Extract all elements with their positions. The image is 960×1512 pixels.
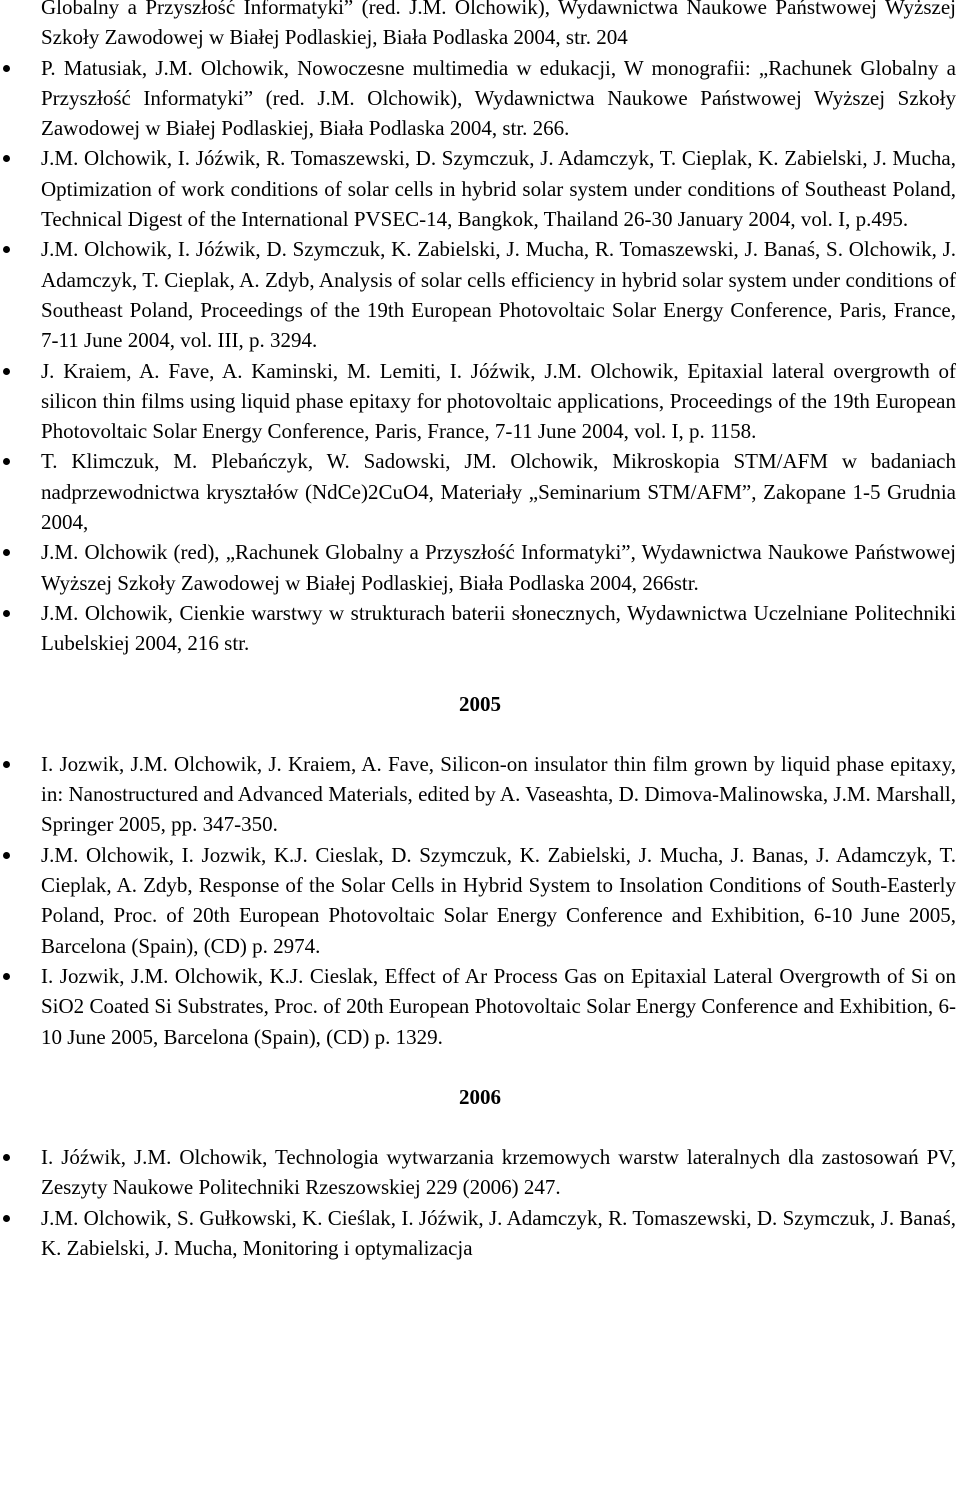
reference-entry	[0, 749, 960, 840]
continued-reference: Globalny a Przyszłość Informatyki” (red. J.M. Olchowik), Wydawnictwa Naukowe Państwowej Wyższej Szkoły Zawodowej w Białej Podlaskiej, Biała Podlaska 2004, str. 204	[41, 0, 956, 50]
reference-text: J.M. Olchowik, S. Gułkowski, K. Cieślak, I. Jóźwik, J. Adamczyk, R. Tomaszewski, D. Szymczuk, J. Banaś, K. Zabielski, J. Mucha, Monitoring i optymalizacja	[41, 1205, 956, 1260]
bullet-icon	[3, 973, 10, 980]
reference-entry	[0, 446, 960, 537]
bullet-icon	[3, 368, 10, 375]
bullet-icon	[3, 852, 10, 859]
year-heading-2005: 2005	[459, 691, 501, 716]
reference-list-2004	[0, 53, 960, 659]
reference-text: J. Kraiem, A. Fave, A. Kaminski, M. Lemiti, I. Jóźwik, J.M. Olchowik, Epitaxial lateral overgrowth of silicon thin films using liquid phase epitaxy for photovoltaic applications, Proceedings of the 19th European Photovoltaic Solar Energy Conference, Paris, France, 7-11 June 2004, vol. I, p. 1158.	[41, 358, 956, 444]
reference-text: T. Klimczuk, M. Plebańczyk, W. Sadowski, JM. Olchowik, Mikroskopia STM/AFM w badaniach nadprzewodnictwa kryształów (NdCe)2CuO4, Materiały „Seminarium STM/AFM”, Zakopane 1-5 Grudnia 2004,	[41, 449, 956, 535]
reference-text: I. Jozwik, J.M. Olchowik, J. Kraiem, A. Fave, Silicon-on insulator thin film grown by liquid phase epitaxy, in: Nanostructured and Advanced Materials, edited by A. Vaseashta, D. Dimova-Malinowska, J.M. Marshall, Springer 2005, pp. 347-350.	[41, 751, 956, 837]
reference-entry	[0, 598, 960, 659]
reference-text: P. Matusiak, J.M. Olchowik, Nowoczesne multimedia w edukacji, W monografii: „Rachunek Globalny a Przyszłość Informatyki” (red. J.M. Olchowik), Wydawnictwa Naukowe Państwowej Wyższej Szkoły Zawodowej w Białej Podlaskiej, Biała Podlaska 2004, str. 266.	[41, 55, 956, 141]
reference-text: I. Jóźwik, J.M. Olchowik, Technologia wytwarzania krzemowych warstw lateralnych dla zastosowań PV, Zeszyty Naukowe Politechniki Rzeszowskiej 229 (2006) 247.	[41, 1145, 956, 1200]
bullet-icon	[3, 761, 10, 768]
reference-entry	[0, 143, 960, 234]
bullet-icon	[3, 155, 10, 162]
reference-entry	[0, 1203, 960, 1264]
reference-text: J.M. Olchowik, I. Jóźwik, R. Tomaszewski, D. Szymczuk, J. Adamczyk, T. Cieplak, K. Zabielski, J. Mucha, Optimization of work conditions of solar cells in hybrid solar system under conditions of Southeast Poland, Technical Digest of the International PVSEC-14, Bangkok, Thailand 26-30 January 2004, vol. I, p.495.	[41, 146, 956, 232]
reference-list-2006	[0, 1142, 960, 1263]
reference-entry	[0, 356, 960, 447]
reference-entry	[0, 234, 960, 355]
bullet-icon	[3, 246, 10, 253]
reference-entry	[0, 961, 960, 1052]
reference-list-2005	[0, 749, 960, 1052]
bullet-icon	[3, 610, 10, 617]
year-heading-2006: 2006	[459, 1084, 501, 1109]
bullet-icon	[3, 1154, 10, 1161]
bullet-icon	[3, 458, 10, 465]
reference-entry	[0, 1142, 960, 1203]
reference-text: J.M. Olchowik, Cienkie warstwy w strukturach baterii słonecznych, Wydawnictwa Uczelniane Politechniki Lubelskiej 2004, 216 str.	[41, 600, 956, 656]
bullet-icon	[3, 65, 10, 72]
reference-text: J.M. Olchowik, I. Jozwik, K.J. Cieslak, D. Szymczuk, K. Zabielski, J. Mucha, J. Banas, J. Adamczyk, T. Cieplak, A. Zdyb, Response of the Solar Cells in Hybrid System to Insolation Conditions of South-Easterly Poland, Proc. of 20th European Photovoltaic Solar Energy Conference and Exhibition, 6-10 June 2005, Barcelona (Spain), (CD) p. 2974.	[41, 842, 956, 958]
bullet-icon	[3, 1215, 10, 1222]
reference-entry	[0, 537, 960, 598]
reference-entry	[0, 53, 960, 144]
bullet-icon	[3, 549, 10, 556]
reference-text: I. Jozwik, J.M. Olchowik, K.J. Cieslak, Effect of Ar Process Gas on Epitaxial Lateral Overgrowth of Si on SiO2 Coated Si Substrates, Proc. of 20th European Photovoltaic Solar Energy Conference and Exhibition, 6-10 June 2005, Barcelona (Spain), (CD) p. 1329.	[41, 963, 956, 1049]
reference-text: J.M. Olchowik (red), „Rachunek Globalny a Przyszłość Informatyki”, Wydawnictwa Naukowe Państwowej Wyższej Szkoły Zawodowej w Białej Podlaskiej, Biała Podlaska 2004, 266str.	[41, 540, 956, 595]
reference-entry	[0, 840, 960, 961]
reference-text: J.M. Olchowik, I. Jóźwik, D. Szymczuk, K. Zabielski, J. Mucha, R. Tomaszewski, J. Banaś, S. Olchowik, J. Adamczyk, T. Cieplak, A. Zdyb, Analysis of solar cells efficiency in hybrid solar system under conditions of Southeast Poland, Proceedings of the 19th European Photovoltaic Solar Energy Conference, Paris, France, 7-11 June 2004, vol. III, p. 3294.	[41, 237, 956, 353]
